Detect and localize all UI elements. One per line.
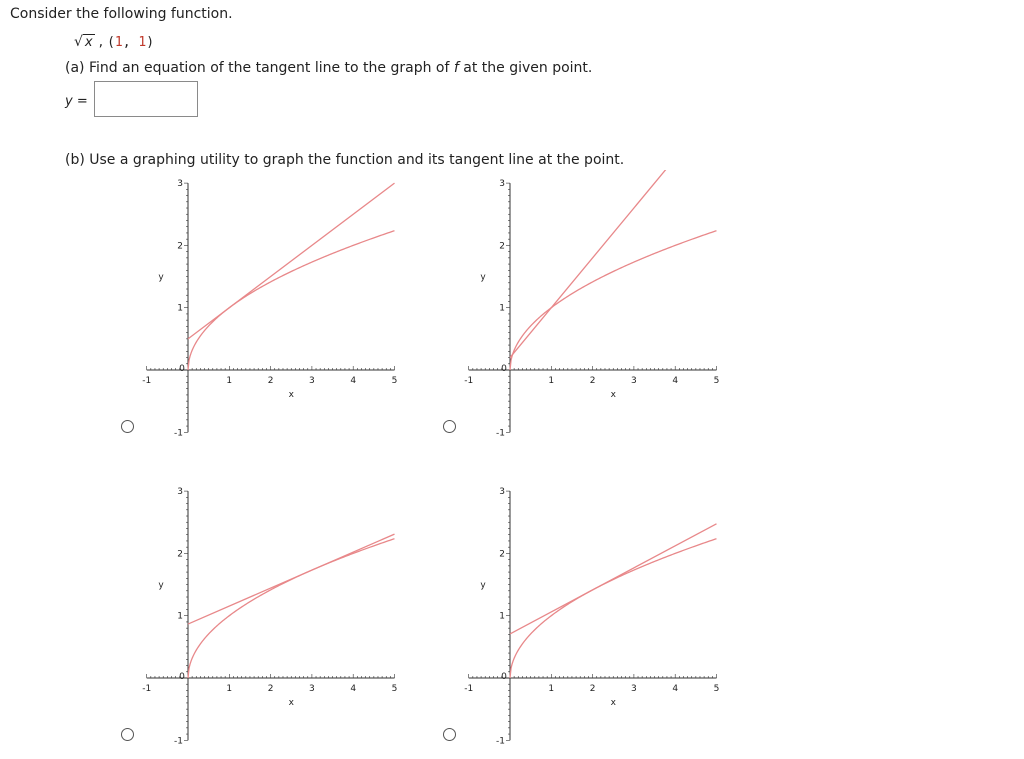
x-tick-label: 0 bbox=[179, 364, 185, 374]
y-tick-label: 2 bbox=[499, 549, 505, 560]
x-tick-label: -1 bbox=[142, 684, 152, 694]
x-tick-label: 2 bbox=[589, 684, 596, 694]
x-tick-label: 0 bbox=[501, 672, 507, 682]
answer-label: y = bbox=[65, 94, 88, 109]
question-intro: Consider the following function. bbox=[10, 6, 233, 22]
tangent-line bbox=[510, 524, 717, 634]
y-tick-label: 1 bbox=[499, 611, 505, 622]
tangent-line bbox=[510, 170, 717, 358]
x-tick-label: 2 bbox=[589, 376, 596, 386]
y-tick-label: 1 bbox=[499, 303, 505, 314]
y-tick-label: 1 bbox=[177, 303, 183, 314]
y-tick-label: 3 bbox=[177, 179, 183, 190]
y-tick-label: -1 bbox=[174, 736, 183, 747]
graph-option-a bbox=[130, 170, 410, 444]
part-b-prompt: (b) Use a graphing utility to graph the function and its tangent line at the point. bbox=[65, 152, 625, 168]
part-a-prompt: (a) Find an equation of the tangent line to the graph of f at the given point. bbox=[65, 60, 593, 76]
given-point: (1, 1) bbox=[107, 35, 155, 50]
y-tick-label: 3 bbox=[177, 487, 183, 498]
x-tick-label: 5 bbox=[391, 376, 398, 386]
y-tick-label: -1 bbox=[174, 428, 183, 439]
x-tick-label: -1 bbox=[464, 684, 474, 694]
chart-svg bbox=[130, 170, 410, 440]
x-tick-label: 3 bbox=[309, 684, 315, 694]
x-tick-label: 3 bbox=[631, 684, 637, 694]
y-tick-label: 3 bbox=[499, 487, 505, 498]
y-tick-label: 2 bbox=[499, 241, 505, 252]
y-axis-label: y bbox=[480, 272, 486, 283]
y-axis-label: y bbox=[158, 580, 164, 591]
y-tick-label: -1 bbox=[496, 736, 505, 747]
x-tick-label: 4 bbox=[350, 376, 357, 386]
function-curve bbox=[188, 539, 395, 678]
x-tick-label: -1 bbox=[464, 376, 474, 386]
function-curve bbox=[510, 539, 717, 678]
x-tick-label: 1 bbox=[548, 376, 555, 386]
tangent-line bbox=[188, 534, 395, 624]
x-tick-label: -1 bbox=[142, 376, 152, 386]
radio-option-d[interactable] bbox=[443, 728, 456, 741]
function-curve bbox=[188, 231, 395, 370]
y-axis-label: y bbox=[158, 272, 164, 283]
graph-option-c bbox=[130, 478, 410, 752]
y-tick-label: 3 bbox=[499, 179, 505, 190]
x-tick-label: 4 bbox=[672, 684, 679, 694]
x-tick-label: 2 bbox=[267, 376, 274, 386]
y-tick-label: 2 bbox=[177, 549, 183, 560]
chart-svg bbox=[452, 478, 732, 748]
x-tick-label: 1 bbox=[548, 684, 555, 694]
x-axis-label: x bbox=[610, 390, 616, 400]
function-curve bbox=[510, 231, 717, 370]
y-axis-label: y bbox=[480, 580, 486, 591]
x-tick-label: 1 bbox=[226, 684, 233, 694]
function-variable: x bbox=[84, 35, 93, 50]
point-y: 1 bbox=[138, 35, 147, 50]
answer-input[interactable] bbox=[94, 81, 198, 117]
x-axis-label: x bbox=[610, 698, 616, 708]
x-axis-label: x bbox=[288, 698, 294, 708]
x-tick-label: 5 bbox=[713, 376, 720, 386]
function-expression bbox=[74, 34, 154, 50]
chart-svg bbox=[130, 478, 410, 748]
radio-option-b[interactable] bbox=[443, 420, 456, 433]
x-axis-label: x bbox=[288, 390, 294, 400]
x-tick-label: 4 bbox=[350, 684, 357, 694]
sqrt-symbol: √ bbox=[74, 34, 83, 50]
x-tick-label: 5 bbox=[713, 684, 720, 694]
x-tick-label: 2 bbox=[267, 684, 274, 694]
x-tick-label: 3 bbox=[631, 376, 637, 386]
x-tick-label: 5 bbox=[391, 684, 398, 694]
graph-option-b bbox=[452, 170, 732, 444]
x-tick-label: 3 bbox=[309, 376, 315, 386]
y-tick-label: -1 bbox=[496, 428, 505, 439]
x-tick-label: 4 bbox=[672, 376, 679, 386]
x-tick-label: 1 bbox=[226, 376, 233, 386]
function-separator: , bbox=[98, 34, 104, 50]
y-tick-label: 2 bbox=[177, 241, 183, 252]
graph-option-d bbox=[452, 478, 732, 752]
radio-option-c[interactable] bbox=[121, 728, 134, 741]
tangent-line bbox=[188, 183, 395, 339]
radio-option-a[interactable] bbox=[121, 420, 134, 433]
chart-svg bbox=[452, 170, 732, 440]
point-x: 1 bbox=[114, 35, 123, 50]
y-tick-label: 1 bbox=[177, 611, 183, 622]
x-tick-label: 0 bbox=[501, 364, 507, 374]
x-tick-label: 0 bbox=[179, 672, 185, 682]
